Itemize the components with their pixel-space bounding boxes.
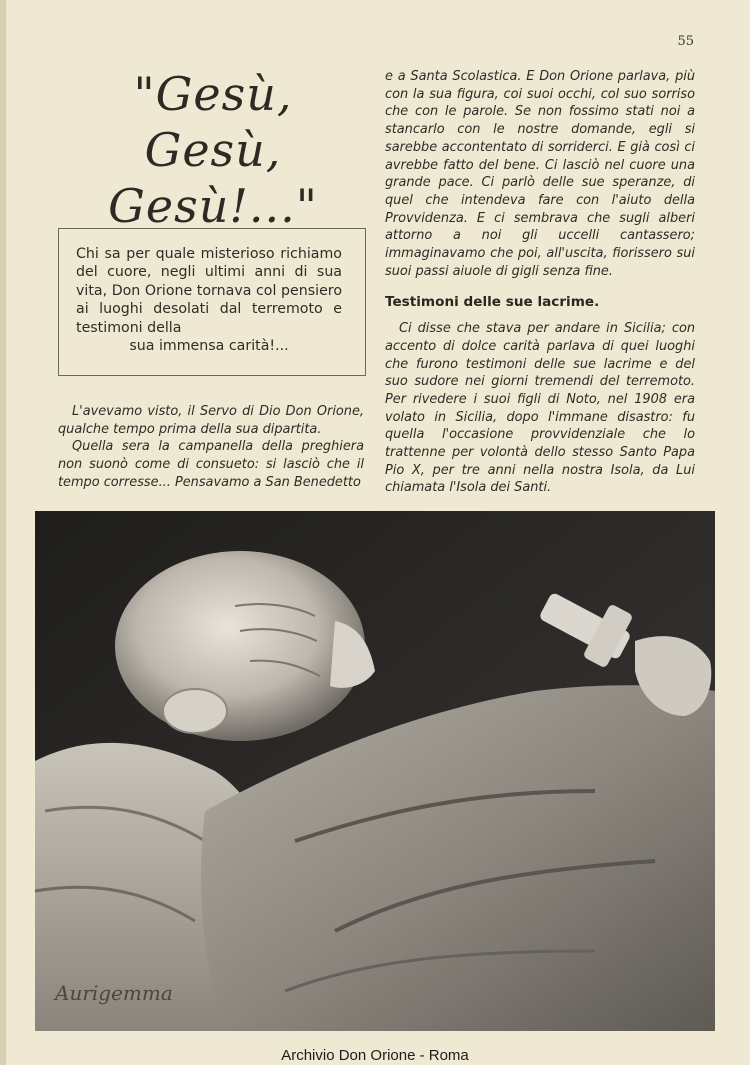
right-column	[385, 68, 695, 497]
title-line-2: Gesù!..."	[108, 179, 318, 233]
title-line-1: "Gesù, Gesù,	[133, 67, 293, 177]
page-number: 55	[677, 34, 694, 49]
article-title	[58, 66, 368, 234]
right-paragraph-1: e a Santa Scolastica. E Don Orione parlava, più con la sua figura, coi suoi occhi, col suo sorriso che con le parole. Se non fossimo stati noi a stancarlo con le nostre domande, egli si sarebbe accontentato di sorriderci. E già così ci avrebbe fatto del bene. Ci lasciò nel cuore una grande pace. Ci parlò delle sue speranze, di quel che intendeva fare con l'aiuto della Provvidenza. E ci sembrava che sugli alberi attorno a noi gli uccelli cantassero; immaginavamo che poi, all'uscita, fiorissero sui suoi passi aiuole di gigli senza fine.	[385, 69, 695, 279]
section-subheading: Testimoni delle sue lacrime.	[385, 294, 600, 311]
photo-illustration	[35, 511, 715, 1031]
left-column	[58, 403, 364, 492]
intro-text	[76, 245, 342, 355]
intro-body: Chi sa per quale misterioso richiamo del cuore, negli ultimi anni di sua vita, Don Orione tornava col pensiero ai luoghi desolati dal terremoto e testimoni della	[76, 246, 342, 336]
archive-footer: Archivio Don Orione - Roma	[281, 1047, 469, 1064]
right-paragraph-2: Ci disse che stava per andare in Sicilia; con accento di dolce carità parlava di quei luoghi che furono testimoni delle sue lacrime e del suo sudore nei giorni tremendi del terremoto. Per rivedere i suoi figli di Noto, nel 1908 era volato in Sicilia, dopo l'immane disastro: fu quella l'occasione provvidenziale che lo trattenne per volontà dello stesso Santo Papa Pio X, per tre anni nella nostra Isola, da Lui chiamata l'Isola dei Santi.	[385, 321, 695, 496]
left-paragraph-2: Quella sera la campanella della preghiera non suonò come di consueto: si lasciò che il tempo corresse... Pensavamo a San Benedetto	[58, 439, 364, 490]
photo-don-orione	[35, 511, 715, 1031]
page-edge	[0, 0, 6, 1065]
left-paragraph-1: L'avevamo visto, il Servo di Dio Don Orione, qualche tempo prima della sua dipartita.	[58, 404, 364, 437]
intro-last-line: sua immensa carità!...	[129, 338, 289, 355]
photographer-signature: Aurigemma	[55, 981, 173, 1005]
